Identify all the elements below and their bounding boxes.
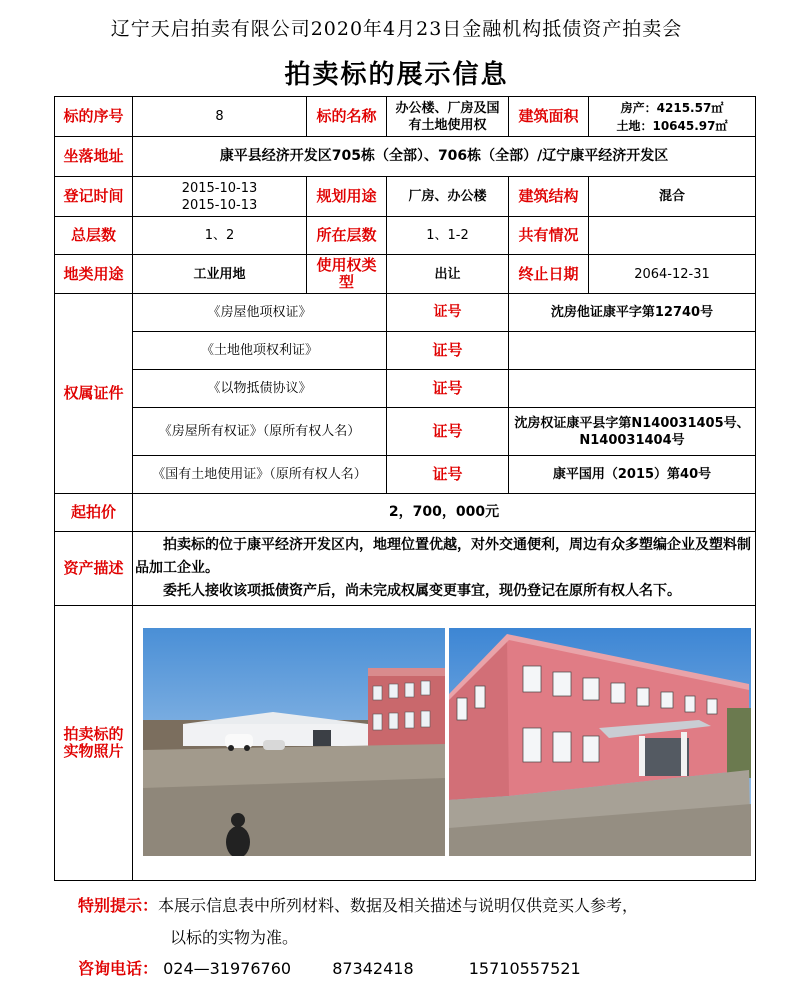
label-end-date: 终止日期 — [509, 255, 589, 294]
label-location: 坐落地址 — [55, 137, 133, 177]
photo-office-building — [449, 628, 751, 856]
value-reg-time-2: 2015-10-13 — [181, 197, 258, 213]
cert-label: 证号 — [387, 294, 509, 332]
desc-paragraph-1: 拍卖标的位于康平经济开发区内，地理位置优越，对外交通便利，周边有众多塑编企业及塑料制品加工企业。 — [135, 537, 751, 576]
contact-phone-3: 15710557521 — [468, 959, 581, 978]
label-plan-use: 规划用途 — [307, 177, 387, 217]
value-start-price: 2，700，000元 — [133, 494, 756, 532]
value-right-type: 出让 — [387, 255, 509, 294]
label-photos-line2: 实物照片 — [63, 742, 124, 760]
cert-number: 康平国用（2015）第40号 — [509, 456, 756, 494]
info-table — [54, 96, 756, 881]
value-area-land: 土地：10645.97㎡ — [616, 118, 728, 133]
contact-phone-2: 87342418 — [332, 959, 414, 978]
label-reg-time: 登记时间 — [55, 177, 133, 217]
photo-warehouse — [143, 628, 445, 856]
notice-text-1: 本展示信息表中所列材料、数据及相关描述与说明仅供竞买人参考， — [158, 896, 639, 915]
special-notice — [78, 890, 638, 954]
notice-label: 特别提示： — [78, 896, 159, 915]
cert-name: 《房屋他项权证》 — [133, 294, 387, 332]
auction-header: 辽宁天启拍卖有限公司2020年4月23日金融机构抵债资产拍卖会 — [110, 18, 683, 40]
cert-label: 证号 — [387, 408, 509, 456]
cert-name: 《土地他项权利证》 — [133, 332, 387, 370]
notice-text-2: 以标的实物为准。 — [170, 928, 299, 947]
contact-info — [78, 956, 581, 979]
page-title: 拍卖标的展示信息 — [284, 60, 509, 90]
value-plan-use: 厂房、办公楼 — [387, 177, 509, 217]
cert-name: 《国有土地使用证》（原所有权人名） — [133, 456, 387, 494]
label-asset-desc: 资产描述 — [55, 532, 133, 606]
label-name: 标的名称 — [307, 97, 387, 137]
value-floors: 1、2 — [133, 217, 307, 255]
label-right-type: 使用权类型 — [307, 255, 387, 294]
cert-label: 证号 — [387, 370, 509, 408]
label-floors: 总层数 — [55, 217, 133, 255]
value-location: 康平县经济开发区705栋（全部）、706栋（全部）/辽宁康平经济开发区 — [133, 137, 756, 177]
contact-label: 咨询电话： — [78, 959, 159, 978]
label-start-price: 起拍价 — [55, 494, 133, 532]
label-photos-line1: 拍卖标的 — [63, 725, 124, 743]
value-at-floor: 1、1-2 — [387, 217, 509, 255]
value-name: 办公楼、厂房及国有土地使用权 — [387, 97, 509, 137]
label-at-floor: 所在层数 — [307, 217, 387, 255]
value-area-house: 房产：4215.57㎡ — [620, 100, 724, 115]
value-land-use: 工业用地 — [133, 255, 307, 294]
contact-phone-1: 024—31976760 — [163, 959, 292, 978]
label-structure: 建筑结构 — [509, 177, 589, 217]
cert-number — [509, 332, 756, 370]
cert-number: 沈房他证康平字第12740号 — [509, 294, 756, 332]
cert-number: 沈房权证康平县字第N140031405号、N140031404号 — [509, 408, 756, 456]
label-land-use: 地类用途 — [55, 255, 133, 294]
value-structure: 混合 — [589, 177, 756, 217]
value-shared — [589, 217, 756, 255]
value-end-date: 2064-12-31 — [589, 255, 756, 294]
label-area: 建筑面积 — [509, 97, 589, 137]
cert-name: 《房屋所有权证》（原所有权人名） — [133, 408, 387, 456]
cert-label: 证号 — [387, 456, 509, 494]
cert-label: 证号 — [387, 332, 509, 370]
desc-paragraph-2: 委托人接收该项抵债资产后，尚未完成权属变更事宜，现仍登记在原所有权人名下。 — [163, 583, 681, 599]
value-seq: 8 — [133, 97, 307, 137]
cert-number — [509, 370, 756, 408]
cert-name: 《以物抵债协议》 — [133, 370, 387, 408]
label-shared: 共有情况 — [509, 217, 589, 255]
label-ownership: 权属证件 — [55, 294, 133, 494]
value-reg-time-1: 2015-10-13 — [181, 180, 258, 196]
label-seq: 标的序号 — [55, 97, 133, 137]
